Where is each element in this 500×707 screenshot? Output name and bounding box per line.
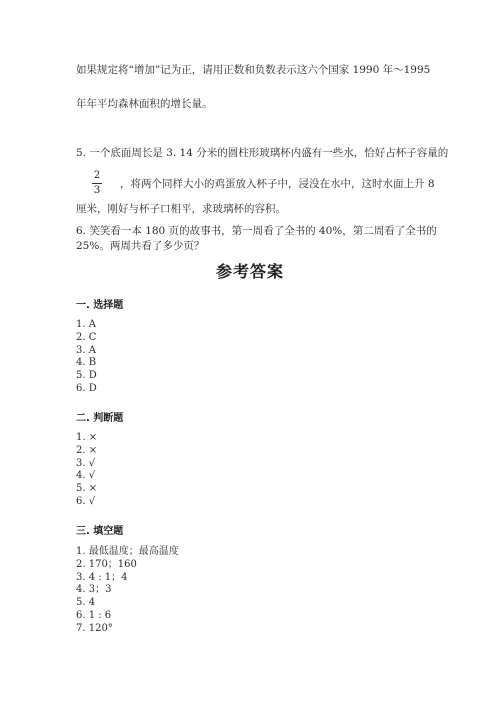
answer-item: 2. × bbox=[76, 444, 98, 456]
answer-item: 6. 1 : 6 bbox=[76, 609, 112, 621]
question-5-fraction bbox=[90, 170, 104, 197]
question-4-line-1: 如果规定将“增加”记为正，请用正数和负数表示这六个国家 1990 年～1995 bbox=[76, 64, 431, 76]
question-5-line-3: 厘米，刚好与杯子口相平，求玻璃杯的容积。 bbox=[76, 203, 286, 215]
section-answers-choice bbox=[76, 319, 97, 396]
answer-item: 3. √ bbox=[76, 457, 96, 469]
answer-item: 4. 3；3 bbox=[76, 584, 112, 596]
section-heading-fill-in: 三. 填空题 bbox=[76, 526, 124, 537]
question-6-line-2: 25%。两周共看了多少页？ bbox=[76, 240, 205, 252]
answer-item: 2. 170；160 bbox=[76, 558, 137, 570]
answer-title: 参考答案 bbox=[215, 262, 284, 281]
answer-item: 3. A bbox=[76, 344, 96, 356]
answer-item: 7. 120° bbox=[76, 622, 113, 634]
question-5-line-1: 5. 一个底面周长是 3. 14 分米的圆柱形玻璃杯内盛有一些水，恰好占杯子容量的 bbox=[76, 147, 449, 159]
fraction-bar bbox=[92, 183, 102, 184]
answer-item: 1. A bbox=[76, 319, 96, 330]
answer-item: 1. × bbox=[76, 432, 98, 443]
section-heading-choice: 一. 选择题 bbox=[76, 300, 124, 311]
answer-item: 5. D bbox=[76, 370, 97, 382]
answer-item: 1. 最低温度；最高温度 bbox=[76, 546, 179, 557]
question-6-line-1: 6. 笑笑看一本 180 页的故事书，第一周看了全书的 40%，第二周看了全书的 bbox=[76, 225, 437, 237]
answer-item: 5. × bbox=[76, 483, 98, 495]
section-heading-judgement: 二. 判断题 bbox=[76, 413, 124, 424]
section-answers-fill-in bbox=[76, 546, 179, 636]
answer-item: 6. D bbox=[76, 382, 97, 394]
answer-item: 6. √ bbox=[76, 495, 96, 507]
answer-item: 2. C bbox=[76, 331, 97, 343]
answer-item: 4. √ bbox=[76, 470, 96, 482]
answer-item: 5. 4 bbox=[76, 597, 96, 609]
question-4-line-2: 年年平均森林面积的增长量。 bbox=[76, 98, 213, 110]
section-answers-judgement bbox=[76, 432, 97, 509]
answer-item: 3. 4 : 1；4 bbox=[76, 571, 128, 583]
fraction-numerator: 2 bbox=[93, 170, 101, 181]
question-5-line-2: ，将两个同样大小的鸡蛋放入杯子中，浸没在水中，这时水面上升 8 bbox=[120, 178, 435, 190]
answer-item: 4. B bbox=[76, 357, 97, 369]
fraction-denominator: 3 bbox=[93, 185, 101, 196]
